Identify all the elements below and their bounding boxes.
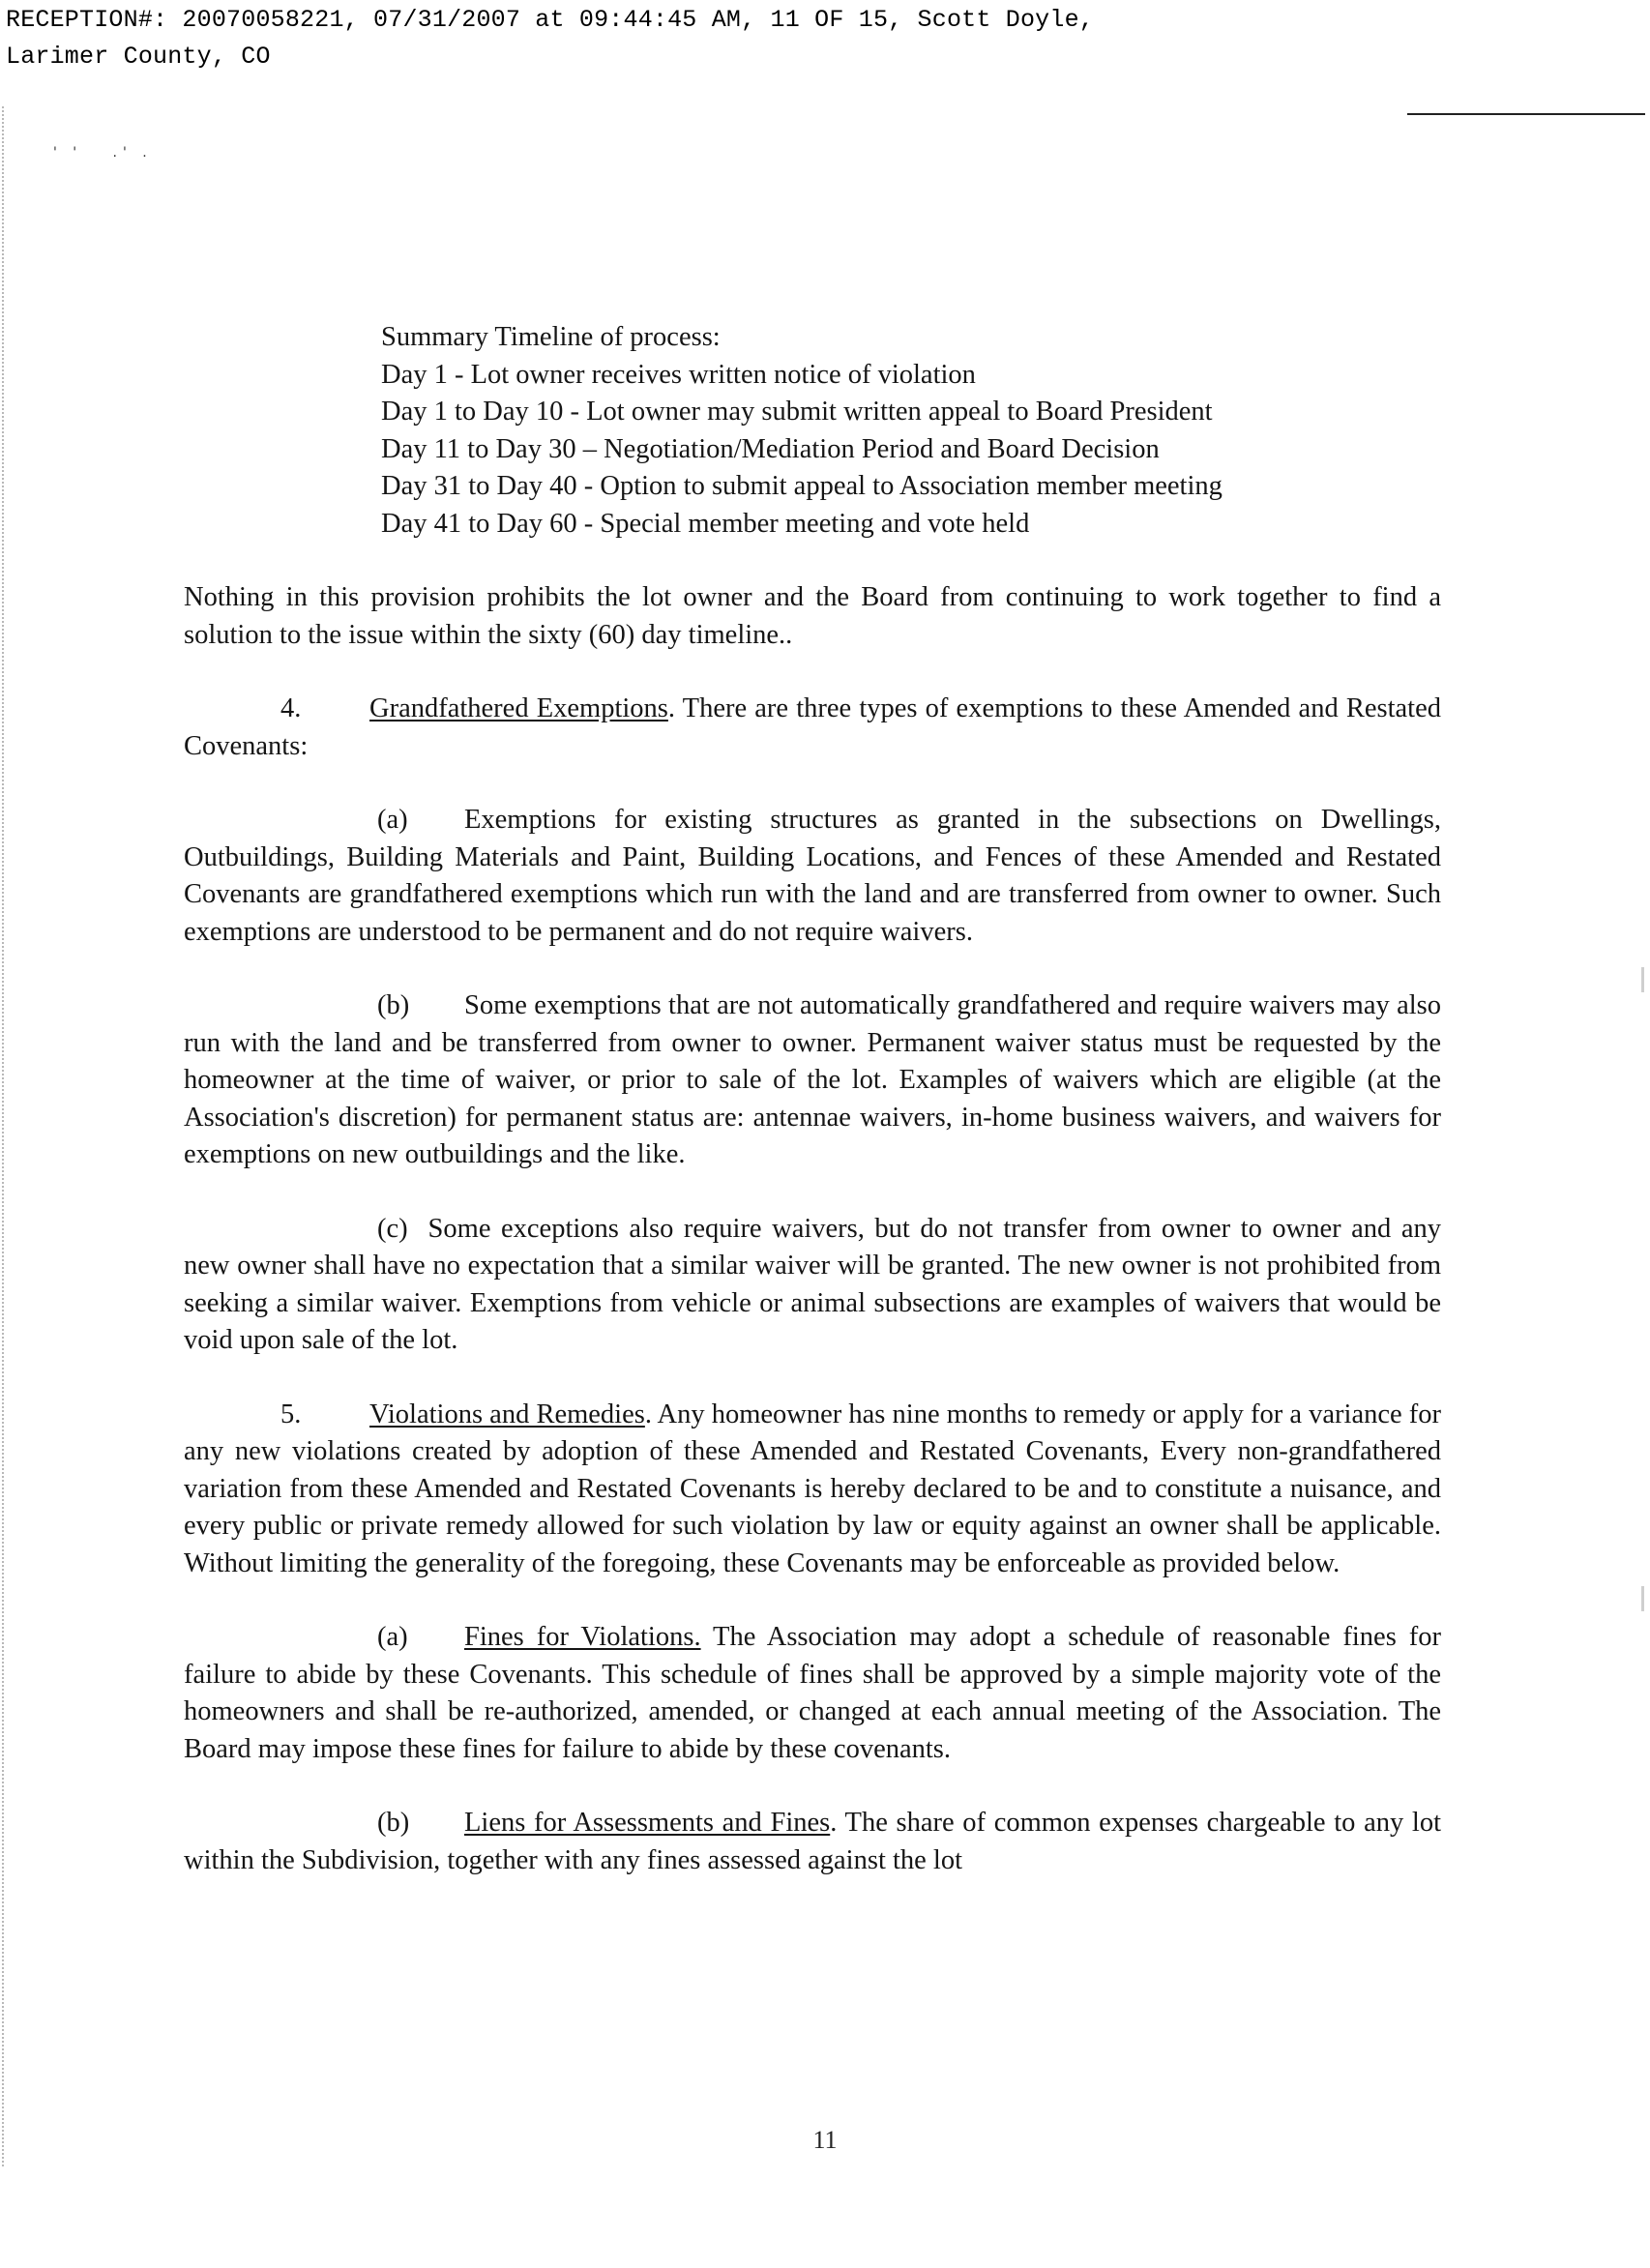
section-4b xyxy=(184,987,1441,1174)
section-4-intro xyxy=(184,691,1441,765)
section-4c-label: (c) xyxy=(377,1213,408,1244)
scan-edge-left xyxy=(2,106,6,2166)
reception-header-line2: Larimer County, CO xyxy=(6,43,271,71)
summary-timeline xyxy=(381,319,1441,543)
scan-mark-right xyxy=(1641,967,1644,992)
section-4a xyxy=(184,802,1441,951)
timeline-item: Day 41 to Day 60 - Special member meeting and vote held xyxy=(381,508,1030,539)
section-5b-heading: Liens for Assessments and Fines xyxy=(464,1808,831,1838)
section-5-intro xyxy=(184,1397,1441,1583)
section-5-intro-text: . Any homeowner has nine months to remedy or apply for a variance for any new violations created by adoption of these Amended and Restated Covenants, Every non-grandfathered variation from these Amended and Restated Covenants is hereby declared to be and to constitute a nuisance, and every public or private remedy allowed for such violation by law or equity against an owner shall be applicable. Without limiting the generality of the foregoing, these Covenants may be enforceable as provided below. xyxy=(184,1399,1442,1578)
section-5a-heading: Fines for Violations. xyxy=(464,1622,701,1652)
section-4c xyxy=(184,1211,1441,1360)
section-4a-text: Exemptions for existing structures as granted in the subsections on Dwellings, Outbuildings, Building Materials and Paint, Building Locations, and Fences of these Amended and Restated Covenants are grandfathered exemptions which run with the land and are transferred from owner to owner. Such exemptions are understood to be permanent and do not require waivers. xyxy=(184,805,1441,947)
section-4b-text: Some exemptions that are not automatically grandfathered and require waivers may also run with the land and be transferred from owner to owner. Permanent waiver status must be requested by the homeowner at the time of waiver, or prior to sale of the lot. Examples of waivers which are eligible (at the Association's discretion) for permanent status are: antennae waivers, in-home business waivers, and waivers for exemptions on new outbuildings and the like. xyxy=(184,990,1441,1169)
section-4a-label: (a) xyxy=(377,805,408,835)
section-5a-label: (a) xyxy=(377,1622,408,1652)
paragraph-nothing-prohibits: Nothing in this provision prohibits the lot owner and the Board from continuing to work together to find a solution to the issue within the sixty (60) day timeline.. xyxy=(184,582,1441,650)
timeline-item: Day 11 to Day 30 – Negotiation/Mediation Period and Board Decision xyxy=(381,433,1160,464)
section-4-intro-text: . There are three types of exemptions to these Amended and Restated Covenants: xyxy=(184,693,1441,761)
header-rule xyxy=(1407,113,1645,115)
section-4-number: 4. xyxy=(280,693,302,723)
document-body xyxy=(184,319,1441,1916)
page-number: 11 xyxy=(812,2126,838,2154)
scan-mark-right xyxy=(1641,1586,1644,1611)
section-5a-text: The Association may adopt a schedule of reasonable fines for failure to abide by these Covenants. This schedule of fines shall be approved by a simple majority vote of the homeowners and shall be re-authorized, amended, or changed at each annual meeting of the Association. The Board may impose these fines for failure to abide by these covenants. xyxy=(184,1622,1441,1764)
section-5a xyxy=(184,1619,1441,1768)
section-4-heading: Grandfathered Exemptions xyxy=(369,693,668,723)
timeline-item: Day 1 to Day 10 - Lot owner may submit written appeal to Board President xyxy=(381,397,1213,427)
section-5b xyxy=(184,1805,1441,1879)
section-4b-label: (b) xyxy=(377,990,410,1020)
reception-header-line1: RECEPTION#: 20070058221, 07/31/2007 at 09:44:45 AM, 11 OF 15, Scott Doyle, xyxy=(6,6,1094,34)
section-5b-label: (b) xyxy=(377,1808,410,1838)
section-5-heading: Violations and Remedies xyxy=(369,1399,645,1429)
scan-specks: ' ' .' . xyxy=(53,145,153,161)
timeline-item: Day 31 to Day 40 - Option to submit appeal to Association member meeting xyxy=(381,471,1223,501)
section-4c-text: Some exceptions also require waivers, but do not transfer from owner to owner and any new owner shall have no expectation that a similar waiver will be granted. The new owner is not prohibited from seeking a similar waiver. Exemptions from vehicle or animal subsections are examples of waivers that would be void upon sale of the lot. xyxy=(184,1213,1441,1355)
reception-header xyxy=(6,2,1094,75)
section-5-number: 5. xyxy=(280,1399,302,1429)
section-5b-text: . The share of common expenses chargeable to any lot within the Subdivision, together with any fines assessed against the lot xyxy=(184,1808,1441,1875)
timeline-title: Summary Timeline of process: xyxy=(381,322,721,352)
timeline-item: Day 1 - Lot owner receives written notice of violation xyxy=(381,359,976,390)
